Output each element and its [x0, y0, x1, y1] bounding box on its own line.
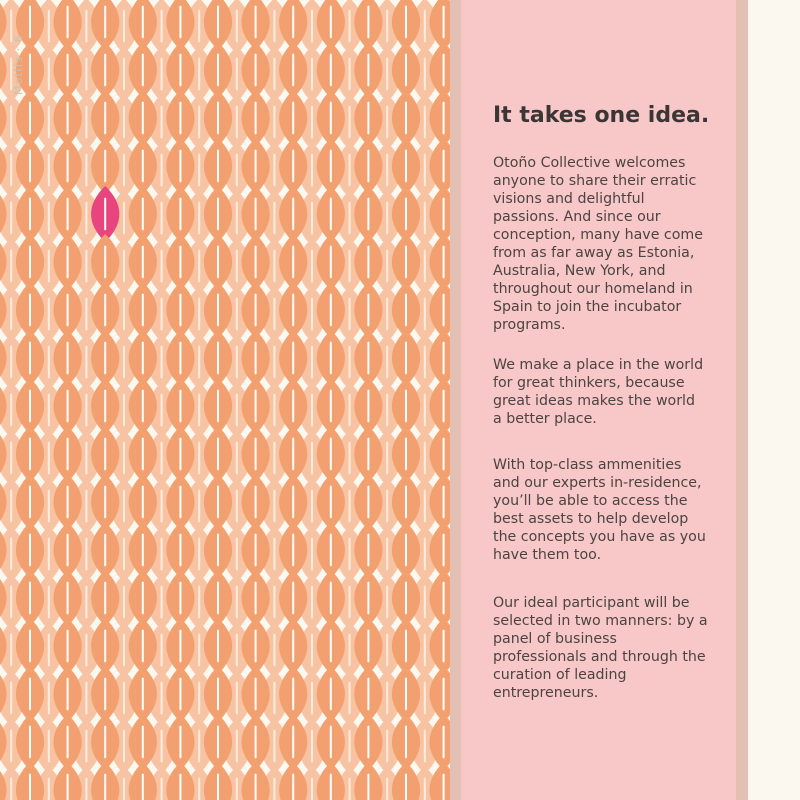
leaf-primary [16, 762, 44, 800]
panel-title: It takes one idea. [493, 103, 710, 128]
paragraph-1: Otoño Collective welcomes anyone to share their erratic visions and delightful passions. And since our conception, many have come from as far away as Estonia, Australia, New York, and throughout our homeland in Spain to join the incubator programs. [493, 155, 703, 333]
leaf-primary [279, 762, 307, 800]
page-number: Motifs · 6 [12, 34, 25, 95]
paragraph-3: With top-class ammenities and our experts in-residence, you’ll be able to access the best assets to help develop the concepts you have as you have them too. [493, 457, 706, 563]
paragraph-2: We make a place in the world for great thinkers, because great ideas makes the world a better place. [493, 357, 704, 427]
paragraph-4: Our ideal participant will be selected in two manners: by a panel of business professionals and through the curation of leading entrepreneurs. [493, 595, 708, 701]
leaf-primary [317, 762, 345, 800]
leaf-primary [204, 762, 232, 800]
leaf-primary [354, 762, 382, 800]
leaf-primary [53, 762, 81, 800]
leaf-pattern-right [748, 0, 800, 800]
leaf-primary [129, 762, 157, 800]
leaf-primary [392, 762, 420, 800]
leaf-primary [241, 762, 269, 800]
leaf-primary [166, 762, 194, 800]
leaf-primary [91, 762, 119, 800]
leaf-primary [429, 762, 450, 800]
